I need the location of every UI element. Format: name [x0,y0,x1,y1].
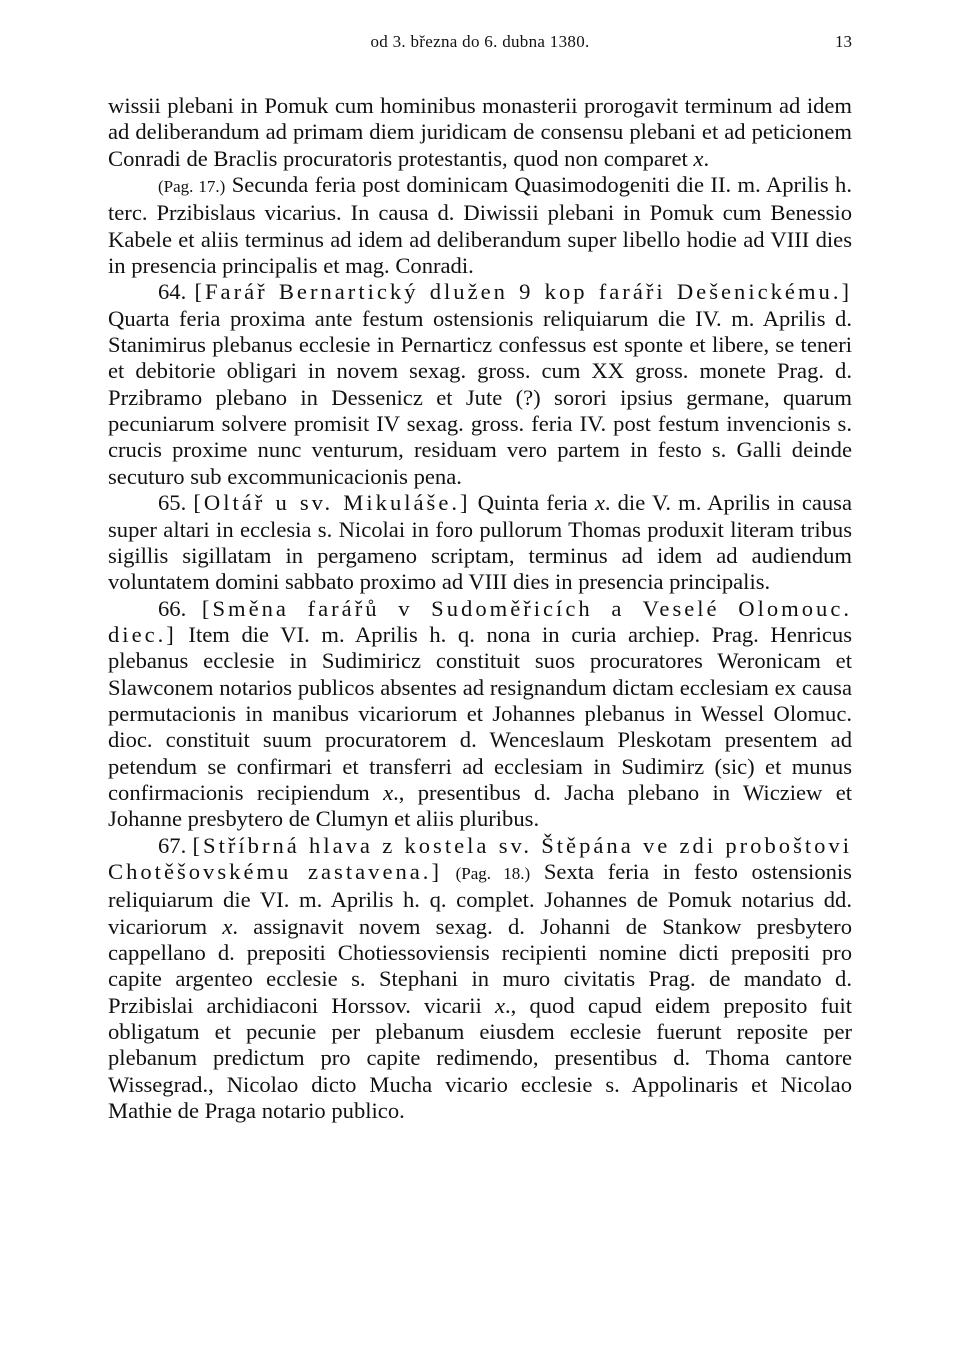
abbreviation-mark: x [594,490,605,516]
paragraph-continuation [108,93,852,172]
page-body [108,93,852,1124]
text-run: wissii plebani in Pomuk cum hominibus monasterii prorogavit terminum ad idem ad deliberandum ad primam diem juridicam de consensu plebani et ad peticionem Conradi de Braclis procuratoris protestantis, quod non comparet [108,93,852,171]
text-run: Quarta feria proxima ante festum ostensionis reliquiarum die IV. m. Aprilis d. Stanimirus plebanus ecclesie in Pernarticz confessus est sponte et libere, se teneri et debitorie obligari in novem sexag. gross. cum XX gross. monete Prag. d. Przibramo plebano in Dessenicz et Jute (?) sorori ipsius germane, quarum pecuniarum solvere promisit IV sexag. gross. feria IV. post festum invencionis s. crucis proxime nunc venturum, residuam vero partem in festo s. Galli deinde secuturo sub excommunicacionis pena. [108,305,852,489]
text-run: ., quod capud eidem preposito fuit obligatum et pecunie per plebanum eiusdem ecclesie fuerunt reposite per plebanum predictum pro capite redimendo, presentibus d. Thoma cantore Wissegrad., Nicolao dicto Mucha vicario ecclesie s. Appolinaris et Nicolao Mathie de Praga notario publico. [108,992,852,1124]
text-run: ., presentibus d. Jacha plebano in Wicziew et Johanne presbytero de Clumyn et aliis pluribus. [108,779,852,832]
entry-heading: [Oltář u sv. Mikuláše.] [193,490,471,516]
entry-64 [108,279,852,490]
paragraph-pag-17 [108,172,852,279]
abbreviation-mark: x [494,992,505,1018]
entry-heading: [Farář Bernartický dlužen 9 kop faráři Dešenickému.] [194,279,852,305]
text-run: 66. [158,595,202,621]
abbreviation-mark: x [693,145,704,171]
running-title: od 3. března do 6. dubna 1380. [370,32,590,51]
page-reference: (Pag. 18.) [455,863,531,883]
abbreviation-mark: x [383,779,394,805]
text-run: Quinta feria [470,490,595,516]
text-run: Secunda feria post dominicam Quasimodogeniti die II. m. Aprilis h. terc. Przibislaus vicarius. In causa d. Diwissii plebani in Pomuk cum Benessio Kabele et aliis terminus ad idem ad deliberandum super libello hodie ad VIII dies in presencia principalis et mag. Conradi. [108,172,852,279]
running-header [108,32,852,62]
entry-heading: [Směna farářů v Sudoměřicích a Veselé Olomouc. diec.] [108,595,852,647]
entry-heading: [Stříbrná hlava z kostela sv. Štěpána ve zdi proboštovi Chotěšovskému zastavena.] [108,832,853,884]
entry-65 [108,490,852,595]
text-run: Item die VI. m. Aprilis h. q. nona in curia archiep. Prag. Henricus plebanus ecclesie in Sudimiricz constituit suos procuratores Weronicam et Slawconem notarios publicos absentes ad resignandum dictam ecclesiam ex causa permutacionis in manibus vicariorum et Johannes plebanus in Wessel Olomuc. dioc. constituit suum procuratorem d. Wenceslaum Pleskotam presentem ad petendum se confirmari et transferri ad ecclesiam in Sudimirz (sic) et munus confirmacionis recipiendum [108,621,852,805]
text-run: Sexta feria in festo ostensionis reliquiarum die VI. m. Aprilis h. q. complet. Johannes de Pomuk notarius dd. vicariorum [108,858,852,939]
page-number: 13 [835,32,852,51]
entry-67 [108,833,852,1125]
text-run: . assignavit novem sexag. d. Johanni de Stankow presbytero cappellano d. prepositi Chotiessoviensis recipienti nomine dicti prepositi pro capite argenteo ecclesie s. Stephani in muro civitatis Prag. de mandato d. Przibislai archidiaconi Horssov. vicarii [108,913,852,1018]
text-run: 64. [158,279,195,305]
abbreviation-mark: x [222,913,233,939]
text-run: 67. [158,832,193,858]
page-reference: (Pag. 17.) [158,177,226,197]
text-run: 65. [158,490,194,516]
entry-66 [108,596,852,833]
text-run: . die V. m. Aprilis in causa super altari in ecclesia s. Nicolai in foro pullorum Thomas produxit literam tribus sigillis sigillatam in pergameno scriptam, terminus ad idem ad audiendum voluntatem domini sabbato proximo ad VIII dies in presencia principalis. [108,490,852,595]
text-run: . [703,145,710,171]
text-run [442,859,456,884]
